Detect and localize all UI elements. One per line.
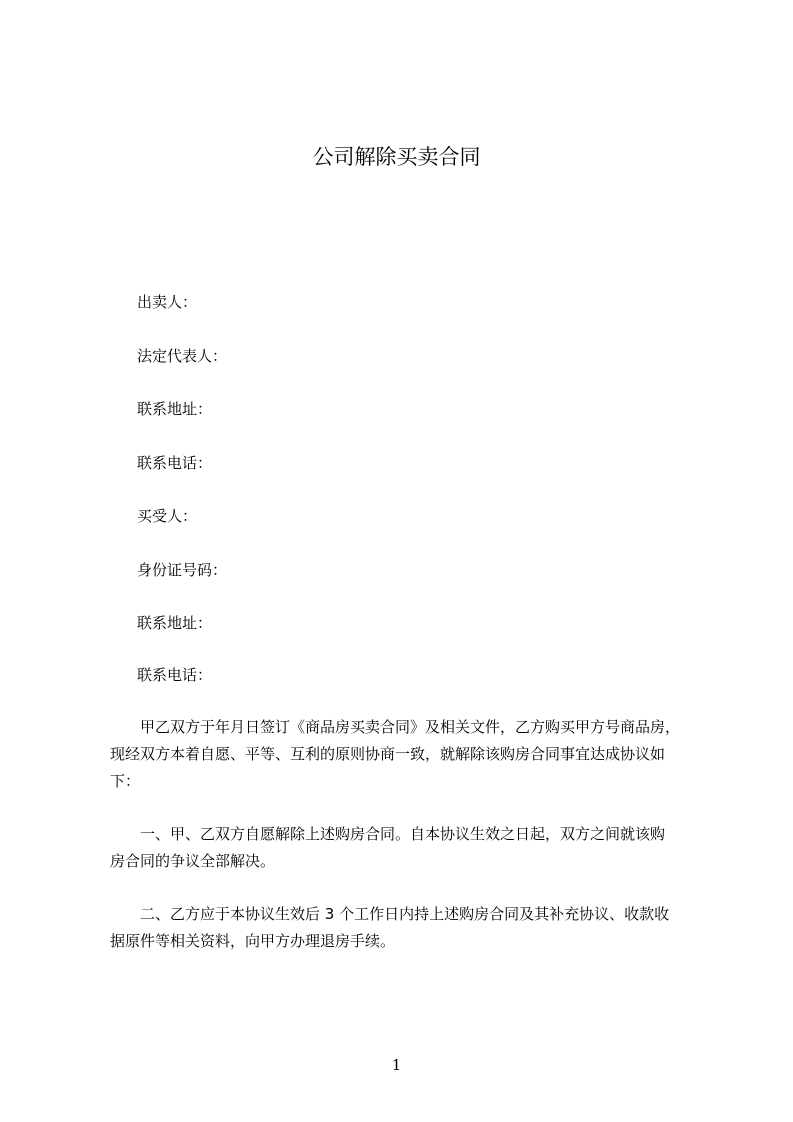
field-id-number: 身份证号码：: [137, 561, 228, 579]
paragraph-clause-2: [110, 901, 710, 955]
field-seller-phone: 联系电话：: [137, 454, 213, 472]
field-buyer-phone: 联系电话：: [137, 666, 213, 684]
paragraph-clause-1: [110, 821, 710, 875]
page-number: 1: [391, 1056, 402, 1074]
paragraph-preamble: [110, 714, 710, 795]
paragraph-line: 现经双方本着自愿、平等、互利的原则协商一致，就解除该购房合同事宜达成协议如: [110, 745, 666, 763]
paragraph-line: 甲乙双方于年月日签订《商品房买卖合同》及相关文件，乙方购买甲方号商品房，: [110, 718, 681, 736]
paragraph-line: 下：: [110, 772, 141, 790]
field-legal-representative: 法定代表人：: [137, 347, 228, 365]
paragraph-line: 房合同的争议全部解决。: [110, 852, 276, 870]
field-buyer: 买受人：: [137, 507, 198, 525]
field-buyer-address: 联系地址：: [137, 614, 213, 632]
paragraph-line: 据原件等相关资料，向甲方办理退房手续。: [110, 932, 396, 950]
paragraph-line: 二、乙方应于本协议生效后 3 个工作日内持上述购房合同及其补充协议、收款收: [110, 905, 670, 923]
document-title: 公司解除买卖合同: [312, 145, 481, 169]
field-seller: 出卖人：: [137, 293, 198, 311]
field-seller-address: 联系地址：: [137, 400, 213, 418]
paragraph-line: 一、甲、乙双方自愿解除上述购房合同。自本协议生效之日起，双方之间就该购: [110, 825, 666, 843]
